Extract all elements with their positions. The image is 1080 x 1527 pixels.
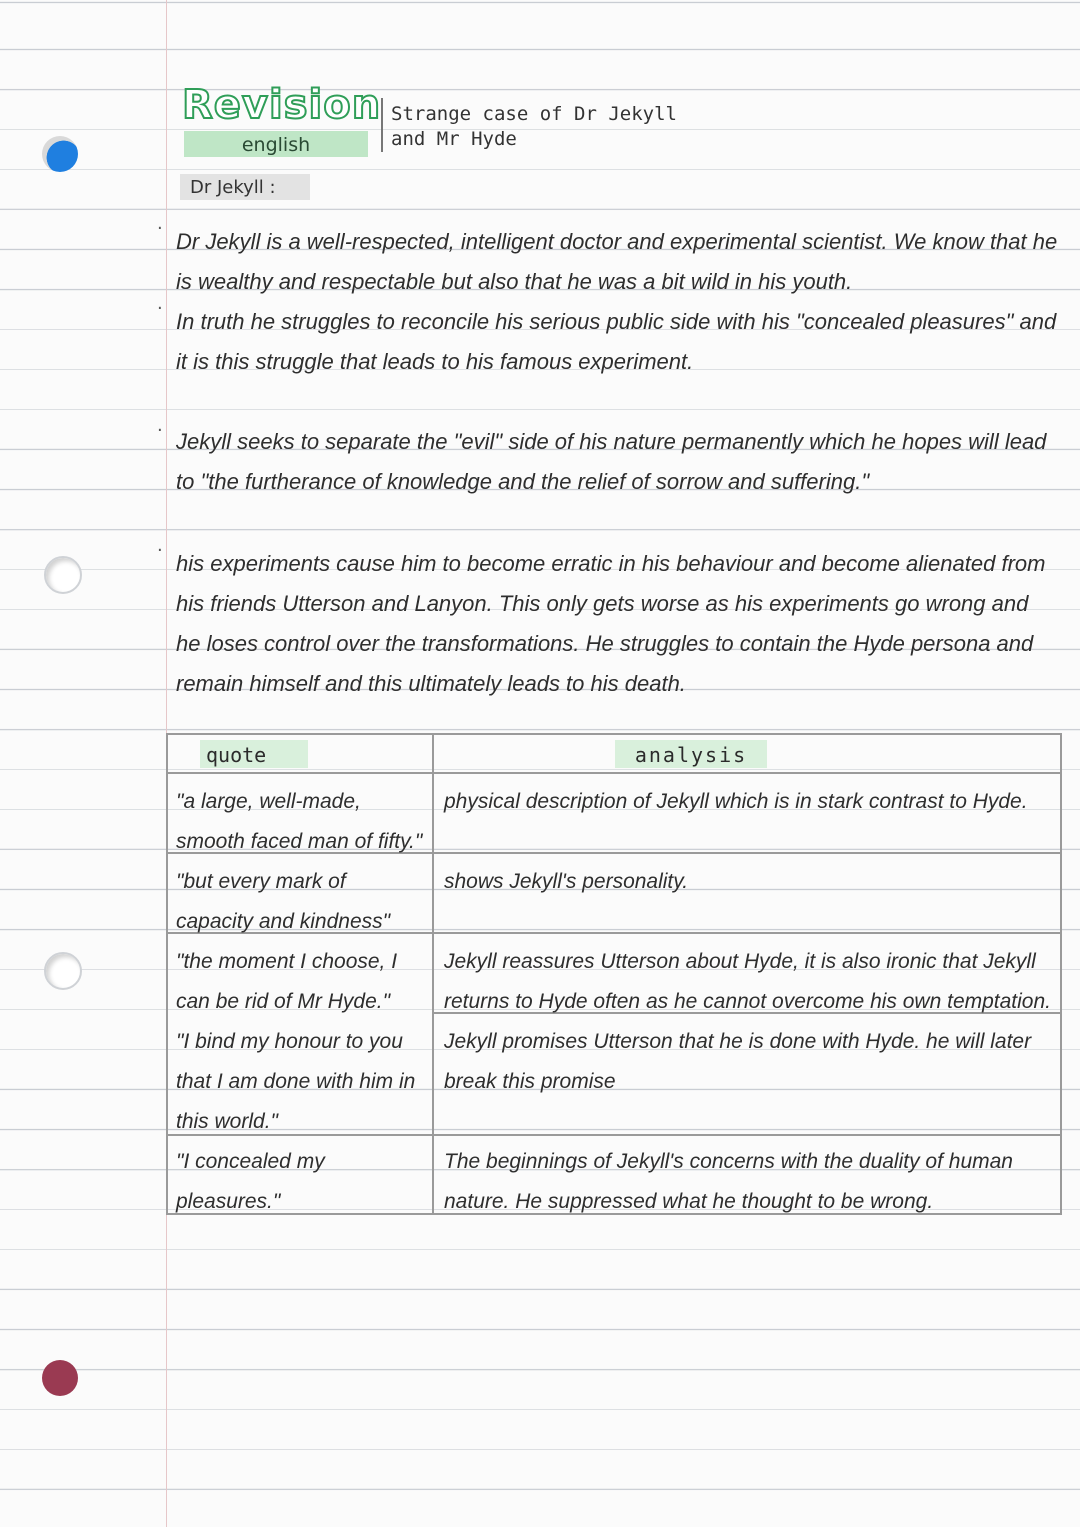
- punch-hole-icon: [44, 952, 82, 990]
- table-row-analysis: The beginnings of Jekyll's concerns with the duality of human nature. He suppressed what he thought to be wrong.: [444, 1150, 1013, 1213]
- table-row-quote: "but every mark of capacity and kindness": [176, 870, 391, 933]
- book-title-line2: and Mr Hyde: [391, 128, 517, 150]
- blue-dot-icon: [42, 136, 78, 172]
- table-row-analysis: Jekyll promises Utterson that he is done with Hyde. he will later break this promise: [444, 1030, 1032, 1093]
- title-divider: [381, 98, 383, 152]
- table-row-quote: "the moment I choose, I can be rid of Mr Hyde.": [176, 950, 398, 1013]
- paragraph-experiments: his experiments cause him to become erratic in his behaviour and become alienated from his friends Utterson and Lanyon. This only gets worse as his experiments go wrong and he loses control over the transformations. He struggles to contain the Hyde persona and remain himself and this ultimately leads to his death.: [176, 551, 1046, 696]
- table-row-analysis: physical description of Jekyll which is in stark contrast to Hyde.: [444, 790, 1028, 813]
- page-title: Revision: [182, 82, 382, 128]
- subject-label: english: [184, 131, 368, 157]
- table-header-analysis: analysis: [615, 740, 767, 768]
- table-row-analysis: Jekyll reassures Utterson about Hyde, it is also ironic that Jekyll returns to Hyde often as he cannot overcome his own temptation.: [444, 950, 1052, 1013]
- table-row-quote: "a large, well-made, smooth faced man of fifty.": [176, 790, 423, 853]
- table-row-divider: [166, 772, 1062, 774]
- table-row-quote: "I bind my honour to you that I am done with him in this world.": [176, 1030, 416, 1133]
- paragraph-intro: Dr Jekyll is a well-respected, intelligent doctor and experimental scientist. We know that he is wealthy and respectable but also that he was a bit wild in his youth.: [176, 229, 1058, 294]
- bullet-mark: ·: [157, 540, 163, 561]
- table-column-divider: [432, 733, 434, 1215]
- bullet-mark: ·: [157, 298, 163, 319]
- table-row-analysis: shows Jekyll's personality.: [444, 870, 689, 893]
- paragraph-separation: Jekyll seeks to separate the "evil" side of his nature permanently which he hopes will lead to "the furtherance of knowledge and the relief of sorrow and suffering.": [176, 429, 1047, 494]
- bullet-mark: ·: [157, 420, 163, 441]
- book-title-line1: Strange case of Dr Jekyll: [391, 103, 677, 125]
- maroon-dot-icon: [42, 1360, 78, 1396]
- table-row-quote: "I concealed my pleasures.": [176, 1150, 325, 1213]
- book-title: [391, 102, 677, 152]
- table-header-quote: quote: [200, 740, 308, 768]
- bullet-mark: ·: [157, 218, 163, 239]
- punch-hole-icon: [44, 556, 82, 594]
- section-heading: Dr Jekyll :: [180, 174, 310, 200]
- paragraph-struggle: In truth he struggles to reconcile his serious public side with his "concealed pleasures" and it is this struggle that leads to his famous experiment.: [176, 309, 1057, 374]
